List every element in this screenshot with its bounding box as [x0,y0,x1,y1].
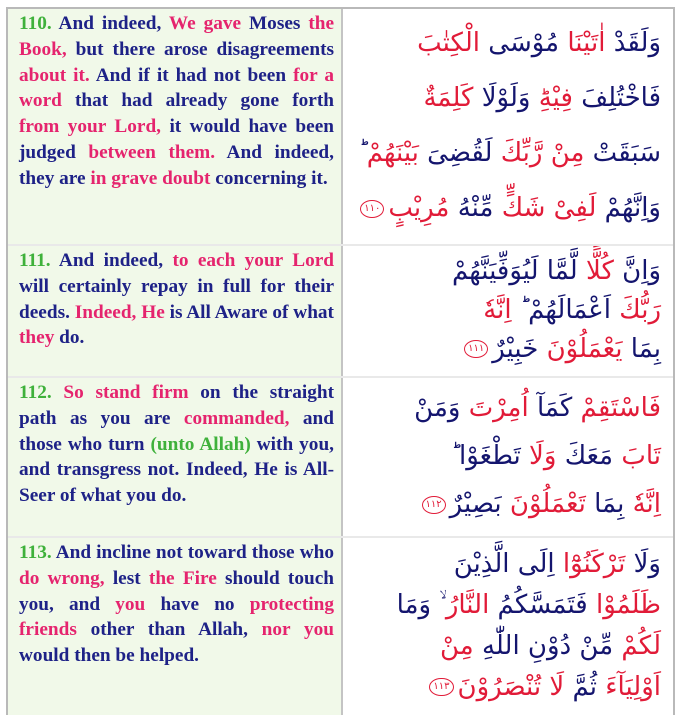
arabic-segment: وَلَقَدْ [605,27,661,58]
arabic-segment: لَيُوَفِّيَنَّهُمْ [451,256,539,287]
arabic-segment: لَفِىْ شَكٍّ [501,193,597,224]
translation-segment: do. [54,327,85,349]
translation-segment: but there arose disagreements [66,38,334,60]
translation-text [19,248,334,351]
translation-segment: protecting friends [19,593,334,641]
arabic-segment: ۙ وَمَا [396,590,446,621]
arabic-line [353,135,661,171]
arabic-segment: لَّمَّا [538,256,586,287]
verse-number: 110. [19,13,52,34]
ayah-end-marker-icon: ١١١ [464,340,488,358]
arabic-segment: تَرْكَنُوْٓا [562,549,626,580]
arabic-segment: خَبِيْرٌ [492,333,547,364]
arabic-segment: تَطْغَوْا [459,441,530,471]
translation-segment: would then be helped. [19,645,199,667]
arabic-line [353,546,661,582]
arabic-segment: سَبَقَتْ [584,138,661,169]
arabic-segment: لَقُضِىَ [418,138,501,169]
arabic-segment: النَّارُ [445,590,490,621]
arabic-cell [343,246,673,376]
arabic-segment: ظَلَمُوْا [587,590,661,621]
translation-cell [8,378,341,536]
arabic-segment: ؕ [450,441,460,471]
arabic-segment: اَعْمَالَهُمْ [528,294,612,325]
arabic-segment: مِنْ [439,630,482,661]
translation-segment: lest [104,567,149,589]
translation-segment: and those who turn [19,407,334,455]
translation-segment: for a word [19,64,334,112]
translation-segment: So stand firm [51,382,189,403]
translation-text [19,380,334,509]
arabic-line [353,669,661,705]
arabic-line [353,292,661,328]
translation-cell [8,246,341,376]
arabic-segment: الْكِتٰبَ [417,27,481,58]
translation-segment: between them. [88,141,216,163]
arabic-segment: رَبُّكَ [611,294,661,325]
arabic-segment: ؕ [511,294,529,325]
verse-number: 111. [19,250,51,271]
translation-segment: And if it had not been [89,64,294,86]
arabic-segment: مِّنْهُ [449,193,502,224]
translation-segment: (unto Allah) [150,433,251,455]
arabic-segment: بَيْنَهُمْ [366,138,419,169]
arabic-segment: مُرِيْبٍ [388,193,450,224]
arabic-cell [343,9,673,244]
verse-number: 112. [19,382,52,403]
arabic-line [353,80,661,116]
translation-cell [8,9,341,244]
translation-segment: the Book, [19,13,335,60]
arabic-segment: فِيْهِ [538,82,573,113]
arabic-line [353,253,661,289]
translation-cell [8,538,341,715]
arabic-segment: اَوْلِيَآءَ [597,671,661,702]
arabic-line [353,190,661,226]
arabic-line [353,628,661,664]
translation-segment: have no [145,593,250,615]
translation-text [19,540,334,669]
translation-segment: concerning it. [210,167,328,189]
arabic-segment: اٰتَيْنَا [567,27,606,58]
ayah-end-marker-icon: ١١٠ [360,200,384,218]
arabic-segment: مِنْ رَّبِّكَ [500,138,585,169]
arabic-segment: مِّنْ [571,630,614,661]
arabic-segment: بِمَا [622,333,661,364]
translation-segment: And indeed, they are [19,141,334,189]
translation-segment: about it. [19,64,90,86]
arabic-segment: لَكُمْ [613,630,661,661]
translation-segment: is All Aware of what [164,301,334,323]
arabic-line [353,438,661,474]
arabic-segment: ؕ وَلَوْلَا [473,82,539,113]
arabic-segment: كُلًّا [585,256,614,287]
arabic-segment: اُمِرْتَ [468,393,529,423]
arabic-segment: تَعْمَلُوْنَ [509,489,586,519]
translation-segment: it would have been judged [19,116,334,163]
arabic-line [353,25,661,61]
arabic-cell [343,378,673,536]
translation-segment: you [115,593,146,615]
verse-row [8,246,673,376]
translation-segment: from your Lord, [19,116,162,138]
translation-segment: Indeed, He [74,301,165,323]
translation-segment: the Fire [148,567,217,589]
arabic-segment: مَعَكَ [556,441,614,471]
translation-segment: We gave [168,13,242,34]
translation-segment: with you, and transgress not. Indeed, He is All-Seer of what you do. [19,433,334,507]
arabic-segment: اِلَى الَّذِيْنَ [453,549,563,580]
ayah-end-marker-icon: ١١٢ [422,496,446,514]
translation-segment: commanded, [183,407,290,429]
arabic-line [353,331,661,367]
arabic-cell [343,538,673,715]
arabic-segment: وَاِنَّ [613,256,661,287]
translation-text [19,11,334,192]
translation-segment: on the straight path as you are [19,382,334,429]
arabic-line [353,390,661,426]
arabic-line [353,486,661,522]
arabic-segment: كَمَآ [528,393,573,423]
arabic-segment: بِمَا [585,489,625,519]
arabic-segment: يَعْمَلُوْنَ [546,333,623,364]
translation-segment: other than Allah, [76,619,262,641]
arabic-segment: فَاخْتُلِفَ [572,82,661,113]
arabic-segment: وَمَنْ [414,393,469,423]
arabic-line [353,587,661,623]
verse-row [8,9,673,244]
translation-segment: And indeed, [51,13,169,34]
translation-segment: do wrong, [19,567,105,589]
translation-segment: And incline not toward those who [51,542,334,563]
arabic-segment: وَلَا [625,549,661,580]
translation-segment: in grave doubt [90,167,211,189]
arabic-segment: لَا [549,671,565,702]
translation-segment: will certainly repay in full for their deeds. [19,275,334,323]
verse-row [8,538,673,715]
arabic-segment: اِنَّهٗ [624,489,661,519]
arabic-segment: اِنَّهٗ [483,294,512,325]
arabic-segment: كَلِمَةٌ [423,82,474,113]
arabic-segment: ثُمَّ [564,671,598,702]
verse-row [8,378,673,536]
verse-table [6,7,675,715]
ayah-end-marker-icon: ١١٣ [429,678,453,696]
arabic-segment: تَابَ [613,441,661,471]
translation-segment: nor you [261,619,334,641]
arabic-segment: فَاسْتَقِمْ [572,393,661,423]
arabic-segment: ؕ [358,138,367,169]
arabic-segment: بَصِيْرٌ [449,489,510,519]
translation-segment: to each your Lord [172,250,335,271]
translation-segment: that had already gone forth [61,90,334,112]
arabic-segment: مُوْسَى [480,27,568,58]
translation-segment: they [19,327,55,349]
arabic-segment: فَتَمَسَّكُمُ [489,590,588,621]
arabic-segment: وَاِنَّهُمْ [596,193,661,224]
arabic-segment: وَلَا [529,441,557,471]
arabic-segment: تُنْصَرُوْنَ [457,671,550,702]
arabic-segment: دُوْنِ اللّٰهِ [481,630,572,661]
verse-number: 113. [19,542,52,563]
translation-segment: And indeed, [50,250,173,271]
translation-segment: should touch you, and [19,567,334,615]
translation-segment: Moses [241,13,309,34]
